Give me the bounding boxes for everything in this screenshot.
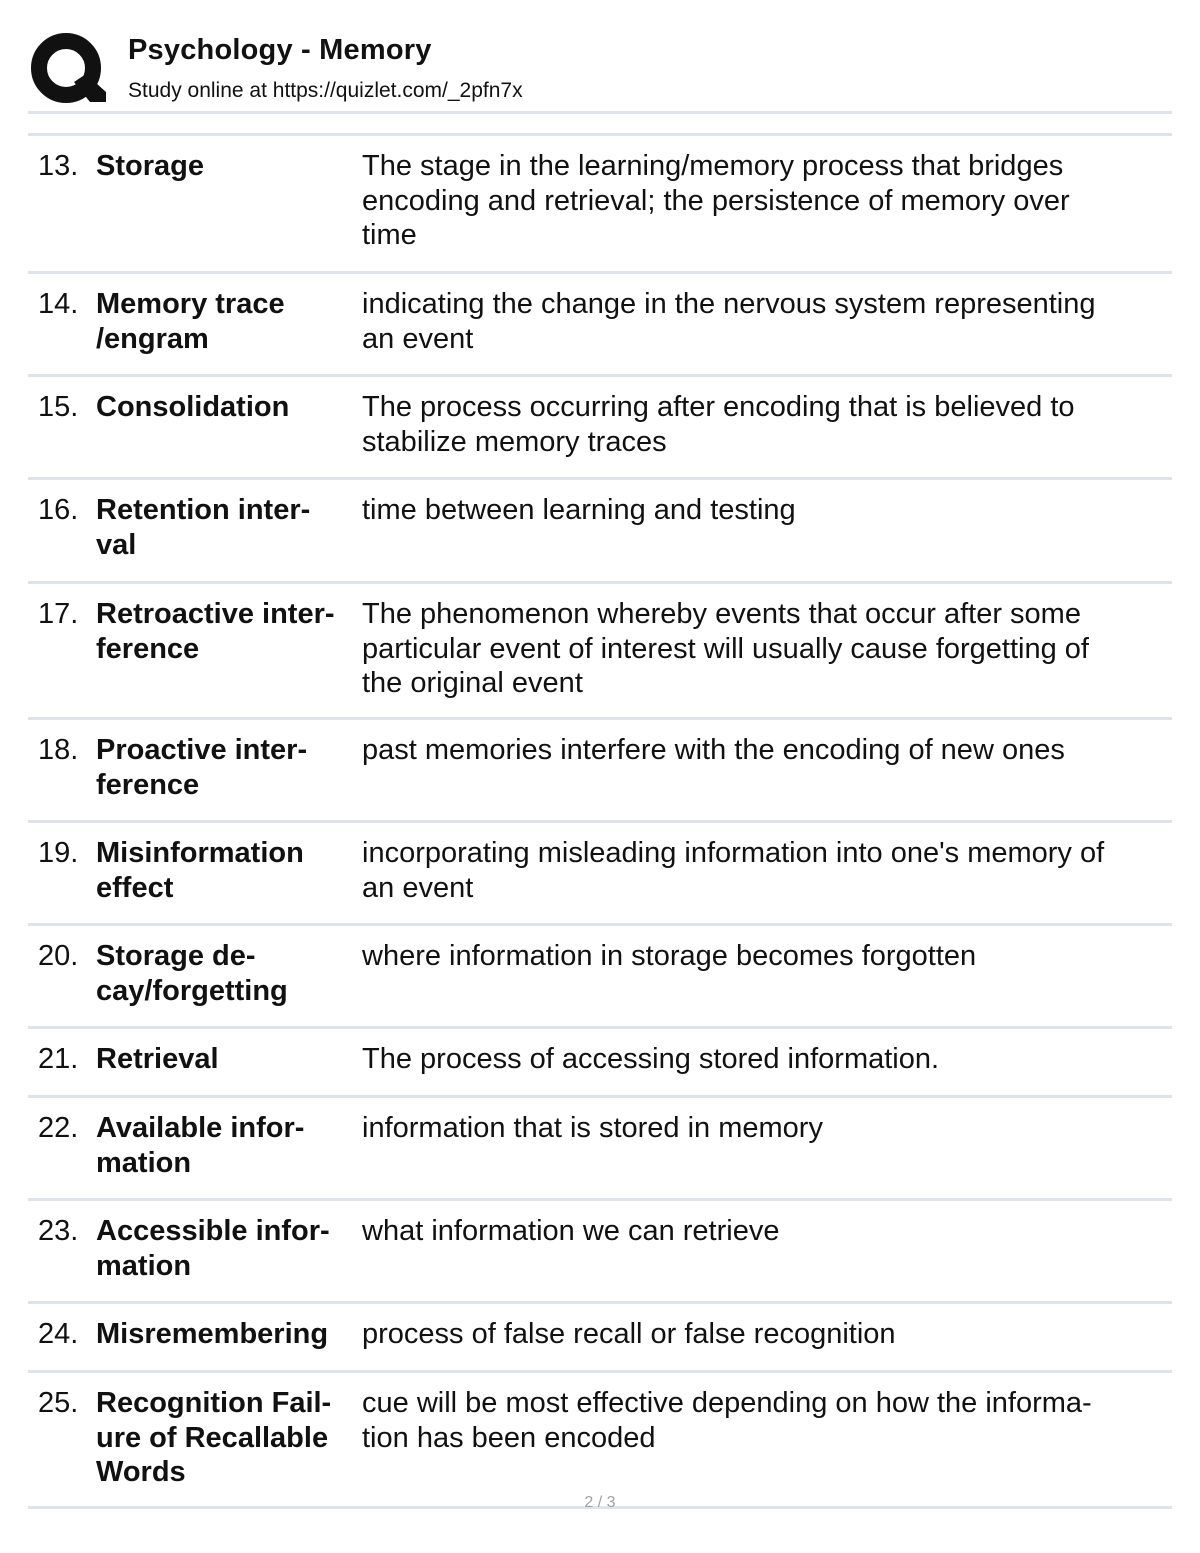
term: Accessible infor- mation bbox=[96, 1215, 330, 1282]
term: Misinformation effect bbox=[96, 837, 304, 904]
term: Memory trace /engram bbox=[96, 288, 285, 355]
term-number: 22. bbox=[38, 1112, 79, 1144]
term: Misremembering bbox=[96, 1318, 329, 1350]
quizlet-logo-icon bbox=[30, 32, 106, 108]
table-row bbox=[28, 820, 1172, 923]
definition: indicating the change in the nervous system representing an event bbox=[362, 288, 1096, 355]
header-divider bbox=[28, 111, 1172, 114]
table-row bbox=[28, 1198, 1172, 1301]
table-row bbox=[28, 717, 1172, 820]
study-link[interactable]: Study online at https://quizlet.com/_2pfn7x bbox=[128, 79, 523, 102]
definition: The process of accessing stored information. bbox=[362, 1043, 940, 1075]
table-row bbox=[28, 923, 1172, 1026]
term: Available infor- mation bbox=[96, 1112, 305, 1179]
term-number: 16. bbox=[38, 494, 79, 526]
page-number: 2 / 3 bbox=[584, 1494, 616, 1511]
definition: past memories interfere with the encoding of new ones bbox=[362, 734, 1065, 766]
table-row bbox=[28, 271, 1172, 374]
definition: cue will be most effective depending on how the informa- tion has been encoded bbox=[362, 1387, 1092, 1454]
term: Proactive inter- ference bbox=[96, 734, 308, 801]
term: Retrieval bbox=[96, 1043, 219, 1075]
term: Retention inter- val bbox=[96, 494, 311, 561]
definition: time between learning and testing bbox=[362, 494, 796, 526]
term-number: 13. bbox=[38, 150, 79, 182]
page-header bbox=[30, 30, 1172, 110]
definition: process of false recall or false recognition bbox=[362, 1318, 896, 1350]
term-number: 19. bbox=[38, 837, 79, 869]
term-number: 18. bbox=[38, 734, 79, 766]
term: Consolidation bbox=[96, 391, 290, 423]
table-row bbox=[28, 133, 1172, 271]
definition: where information in storage becomes forgotten bbox=[362, 940, 977, 972]
term-number: 20. bbox=[38, 940, 79, 972]
document-title: Psychology - Memory bbox=[128, 34, 432, 66]
definition: information that is stored in memory bbox=[362, 1112, 823, 1144]
term-number: 21. bbox=[38, 1043, 79, 1075]
table-row bbox=[28, 477, 1172, 581]
terms-table bbox=[28, 133, 1172, 1509]
table-row bbox=[28, 1370, 1172, 1509]
definition: The process occurring after encoding that is believed to stabilize memory traces bbox=[362, 391, 1075, 458]
term-number: 14. bbox=[38, 288, 79, 320]
term: Storage bbox=[96, 150, 204, 182]
definition: incorporating misleading information into one's memory of an event bbox=[362, 837, 1105, 904]
definition: The phenomenon whereby events that occur after some particular event of interest will usually cause forgetting of the original event bbox=[362, 598, 1089, 699]
table-row bbox=[28, 581, 1172, 717]
term-number: 23. bbox=[38, 1215, 79, 1247]
term-number: 17. bbox=[38, 598, 79, 630]
term: Retroactive inter- ference bbox=[96, 598, 335, 665]
definition: what information we can retrieve bbox=[362, 1215, 780, 1247]
table-row bbox=[28, 374, 1172, 477]
table-row bbox=[28, 1026, 1172, 1095]
term: Storage de- cay/forgetting bbox=[96, 940, 288, 1007]
term-number: 15. bbox=[38, 391, 79, 423]
table-row bbox=[28, 1301, 1172, 1370]
term-number: 25. bbox=[38, 1387, 79, 1419]
definition: The stage in the learning/memory process that bridges encoding and retrieval; the persistence of memory over time bbox=[362, 150, 1070, 251]
table-row bbox=[28, 1095, 1172, 1198]
term-number: 24. bbox=[38, 1318, 79, 1350]
term: Recognition Fail- ure of Recallable Words bbox=[96, 1387, 332, 1488]
